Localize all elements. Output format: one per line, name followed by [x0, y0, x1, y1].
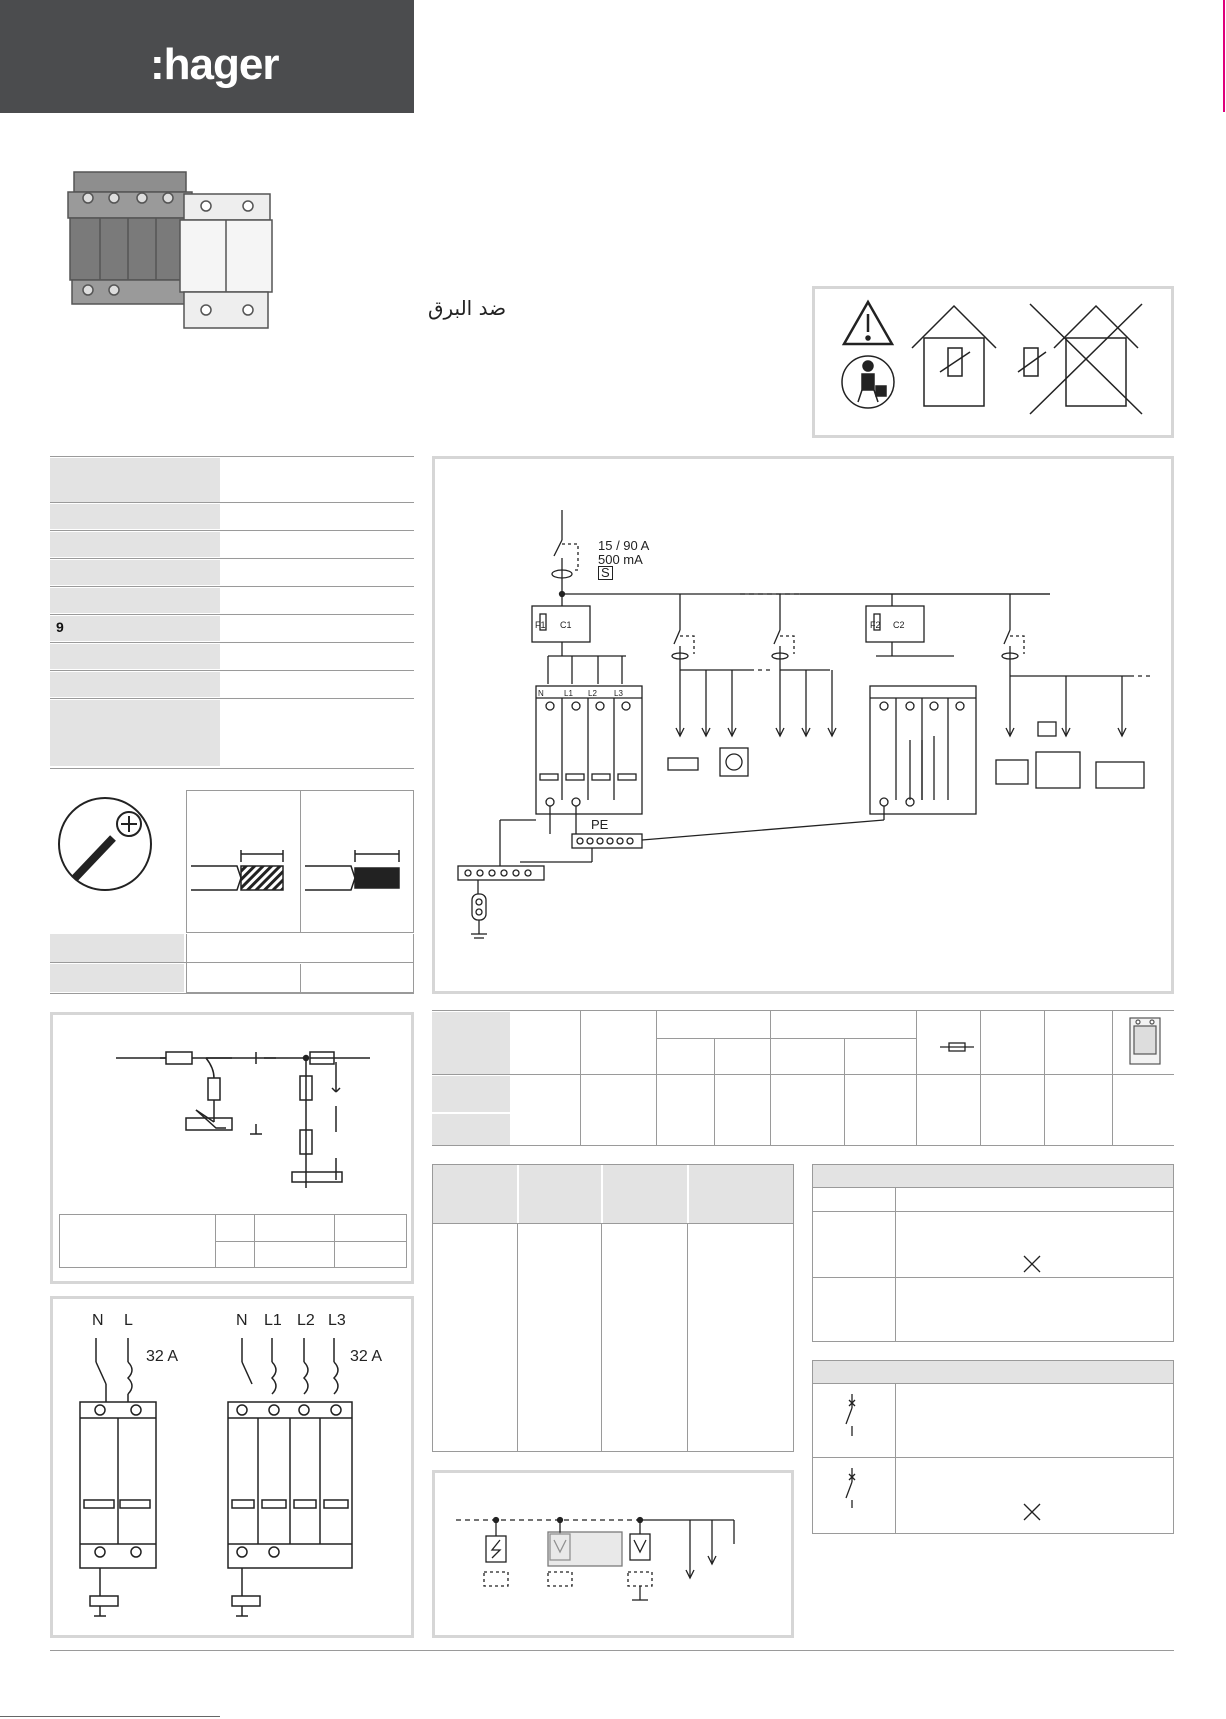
- option-table-2: [812, 1360, 1174, 1534]
- spec-row-label: 9: [56, 619, 64, 635]
- warning-icon: [844, 302, 892, 344]
- footer-divider: [50, 1650, 1174, 1651]
- rcd-type: S: [598, 566, 613, 580]
- single-phase-l-label: L: [124, 1312, 133, 1329]
- characteristics-table: [432, 1164, 794, 1452]
- edge-accent: [1223, 0, 1225, 112]
- screwdriver-icon: [59, 798, 151, 890]
- electrician-icon: [842, 356, 894, 408]
- pe-label: PE: [591, 817, 609, 832]
- three-phase-l1-label: L1: [264, 1312, 282, 1329]
- three-phase-l2-label: L2: [297, 1312, 315, 1329]
- f2-label: F2: [870, 620, 881, 630]
- coordination-graphics: [440, 1500, 786, 1610]
- rcd-sensitivity: 500 mA: [598, 552, 643, 567]
- fuse-icon: [940, 1040, 974, 1054]
- terminal-l1-label: L1: [564, 689, 573, 698]
- wiring-graphics: [440, 500, 1166, 970]
- three-phase-n-label: N: [236, 1312, 248, 1329]
- three-phase-rating: 32 A: [350, 1348, 383, 1365]
- c1-label: C1: [560, 620, 572, 630]
- single-phase-n-label: N: [92, 1312, 104, 1329]
- tool-graphics: [55, 792, 415, 902]
- distance-diagram: [56, 1018, 408, 1190]
- house-inside-icon: [912, 306, 996, 406]
- warning-panel-graphics: [840, 298, 1160, 428]
- distance-table: [59, 1214, 407, 1268]
- rcd-rating: 15 / 90 A: [598, 538, 650, 553]
- spec-table: [50, 456, 414, 770]
- single-phase-rating: 32 A: [146, 1348, 179, 1365]
- breaker-symbols: [836, 1390, 866, 1510]
- terminal-l2-label: L2: [588, 689, 597, 698]
- module-icon: [1126, 1014, 1172, 1068]
- brand-logo: :hager: [150, 40, 279, 89]
- footer-line: [0, 1716, 220, 1717]
- product-image: [60, 160, 280, 350]
- connection-graphics: [56, 1332, 408, 1632]
- cross-mark-1: [1022, 1254, 1042, 1274]
- terminal-l3-label: L3: [614, 689, 623, 698]
- terminal-n-label: N: [538, 689, 544, 698]
- option-table-1: [812, 1164, 1174, 1342]
- f1-label: F1: [535, 620, 546, 630]
- c2-label: C2: [893, 620, 905, 630]
- product-title-arabic: ضد البرق: [428, 296, 507, 320]
- house-outside-crossed-icon: [1018, 304, 1142, 414]
- reference-table: [432, 1010, 1174, 1146]
- cross-mark-2: [1022, 1502, 1042, 1522]
- three-phase-l3-label: L3: [328, 1312, 346, 1329]
